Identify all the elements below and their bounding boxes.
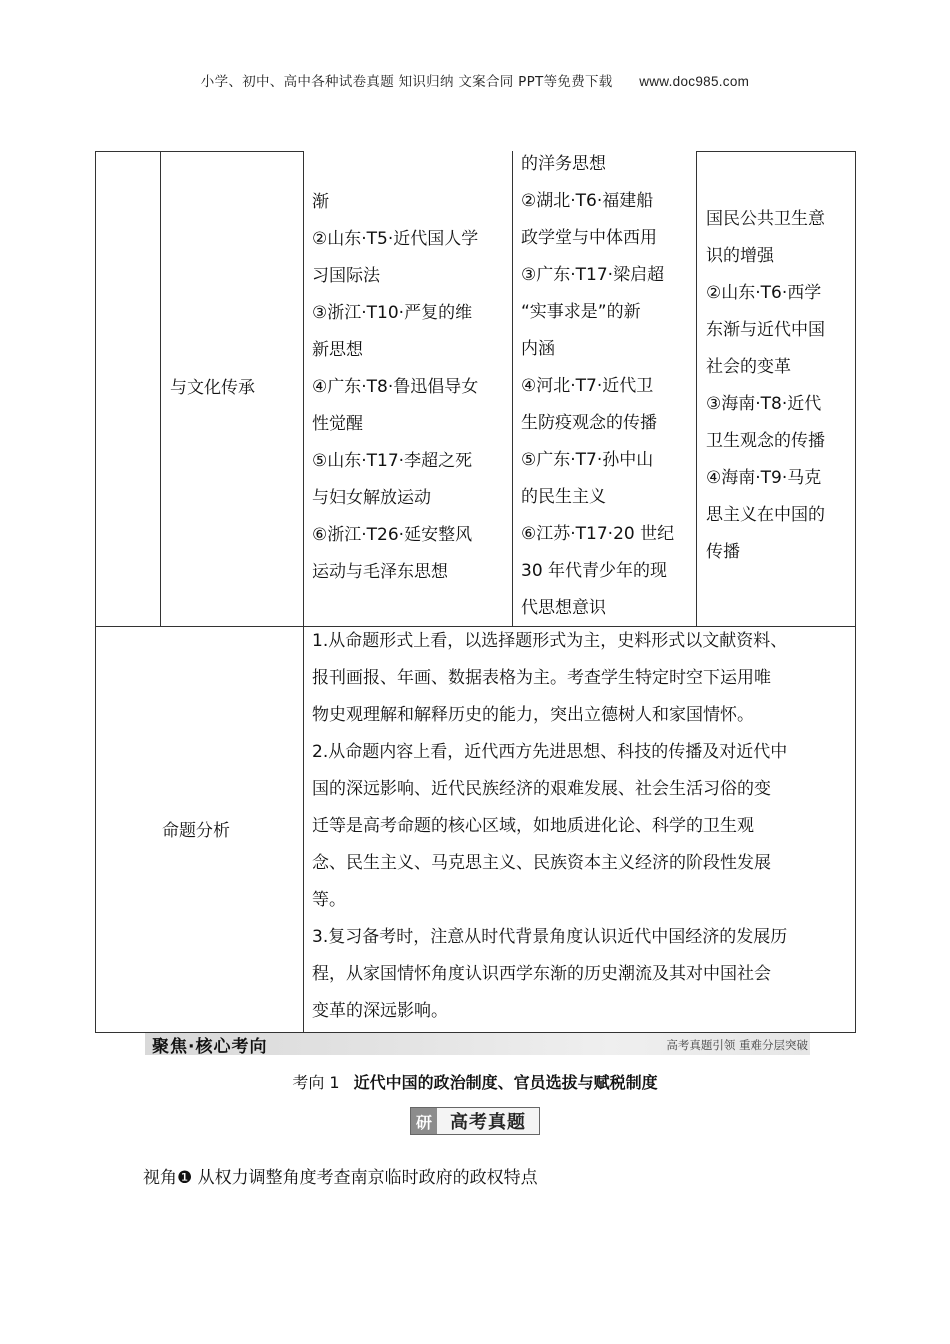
list-item: ③海南·T8·近代	[706, 394, 822, 414]
category-label: 与文化传承	[170, 378, 255, 398]
table-border-left	[95, 151, 96, 1033]
analysis-line: 国的深远影响、近代民族经济的艰难发展、社会生活习俗的变	[312, 779, 771, 799]
table-border-top	[95, 151, 304, 152]
list-item: 渐	[312, 192, 329, 212]
section-title: 聚焦·核心考向	[152, 1037, 268, 1057]
list-item: ④广东·T8·鲁迅倡导女	[312, 377, 479, 397]
list-item: ⑥江苏·T17·20 世纪	[521, 524, 675, 544]
direction-number: 考向 1	[292, 1073, 340, 1092]
exam-list-column-b	[521, 146, 674, 627]
analysis-text	[312, 623, 787, 1030]
list-item: 内涵	[521, 339, 555, 359]
analysis-line: 2.从命题内容上看，近代西方先进思想、科技的传播及对近代中	[312, 742, 788, 762]
list-item: 新思想	[312, 340, 363, 360]
list-item: ⑤广东·T7·孙中山	[521, 450, 654, 470]
page-header	[0, 70, 950, 90]
list-item: 东渐与近代中国	[706, 320, 825, 340]
analysis-line: 念、民生主义、马克思主义、民族资本主义经济的阶段性发展	[312, 853, 771, 873]
list-item: ②湖北·T6·福建船	[521, 191, 654, 211]
analysis-line: 物史观理解和解释历史的能力，突出立德树人和家国情怀。	[312, 705, 754, 725]
analysis-line: 等。	[312, 890, 346, 910]
list-item: ②山东·T6·西学	[706, 283, 822, 303]
exam-list-column-a	[312, 184, 478, 591]
list-item: 与妇女解放运动	[312, 488, 431, 508]
list-item: ②山东·T5·近代国人学	[312, 229, 479, 249]
header-text: 小学、初中、高中各种试卷真题 知识归纳 文案合同 PPT等免费下载	[200, 74, 613, 90]
list-item: 识的增强	[706, 246, 774, 266]
list-item: 传播	[706, 542, 740, 562]
list-item: 政学堂与中体西用	[521, 228, 657, 248]
table-divider-2	[303, 151, 304, 1033]
table-border-right	[855, 151, 856, 1033]
analysis-line: 1.从命题形式上看，以选择题形式为主，史料形式以文献资料、	[312, 631, 788, 651]
list-item: ③浙江·T10·严复的维	[312, 303, 473, 323]
list-item: 代思想意识	[521, 598, 606, 618]
list-item: “实事求是”的新	[521, 302, 641, 322]
table-divider-1	[160, 151, 161, 627]
analysis-line: 变革的深远影响。	[312, 1001, 448, 1021]
list-item: 的洋务思想	[521, 154, 606, 174]
section-subtitle: 高考真题引领 重难分层突破	[666, 1038, 808, 1052]
list-item: 思主义在中国的	[706, 505, 825, 525]
table-border-top-right	[696, 151, 856, 152]
analysis-line: 报刊画报、年画、数据表格为主。考查学生特定时空下运用唯	[312, 668, 771, 688]
list-item: 性觉醒	[312, 414, 363, 434]
direction-title: 近代中国的政治制度、官员选拔与赋税制度	[353, 1073, 658, 1092]
direction-heading	[0, 1070, 950, 1093]
list-item: 的民生主义	[521, 487, 606, 507]
list-item: 社会的变革	[706, 357, 791, 377]
list-item: 运动与毛泽东思想	[312, 562, 448, 582]
list-item: 生防疫观念的传播	[521, 413, 657, 433]
list-item: 卫生观念的传播	[706, 431, 825, 451]
badge-text: 高考真题	[437, 1108, 539, 1134]
list-item: ⑤山东·T17·李超之死	[312, 451, 473, 471]
analysis-label: 命题分析	[162, 821, 230, 841]
exam-list-column-c	[706, 201, 825, 571]
list-item: ⑥浙江·T26·延安整风	[312, 525, 473, 545]
list-item: ③广东·T17·梁启超	[521, 265, 665, 285]
analysis-line: 迁等是高考命题的核心区域，如地质进化论、科学的卫生观	[312, 816, 754, 836]
analysis-line: 程，从家国情怀角度认识西学东渐的历史潮流及其对中国社会	[312, 964, 771, 984]
analysis-line: 3.复习备考时，注意从时代背景角度认识近代中国经济的发展历	[312, 927, 788, 947]
table-divider-3	[512, 151, 513, 627]
list-item: 30 年代青少年的现	[521, 561, 668, 581]
badge-mark-icon: 研	[411, 1108, 437, 1134]
list-item: ④河北·T7·近代卫	[521, 376, 654, 396]
list-item: 习国际法	[312, 266, 380, 286]
list-item: 国民公共卫生意	[706, 209, 825, 229]
perspective-line: 视角❶ 从权力调整角度考查南京临时政府的政权特点	[143, 1168, 538, 1188]
list-item: ④海南·T9·马克	[706, 468, 822, 488]
exam-badge	[410, 1107, 540, 1135]
table-divider-4	[696, 151, 697, 627]
header-url[interactable]: www.doc985.com	[639, 74, 750, 89]
